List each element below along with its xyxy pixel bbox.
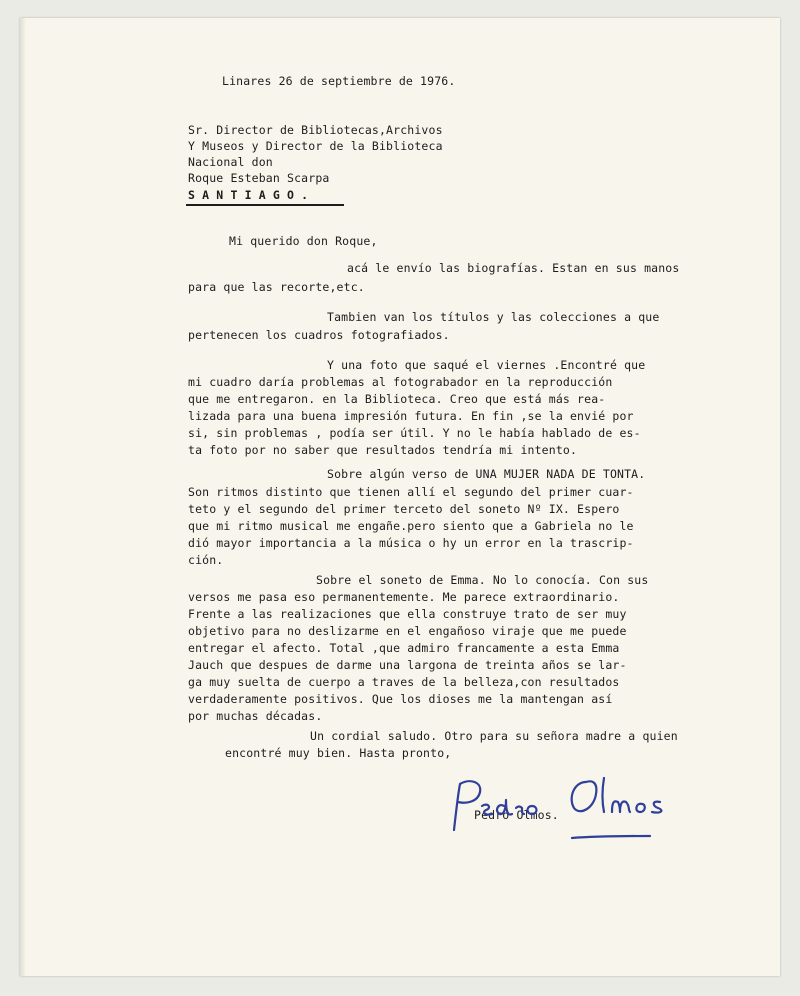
paragraph-line: Frente a las realizaciones que ella construye trato de ser muy (188, 607, 627, 621)
paragraph-line: Tambien van los títulos y las colecciones a que (327, 310, 660, 324)
address-city: S A N T I A G O . (188, 188, 309, 202)
address-line-1: Sr. Director de Bibliotecas,Archivos (188, 123, 443, 137)
paper-edge-shadow (20, 18, 26, 976)
salutation: Mi querido don Roque, (229, 234, 378, 248)
paragraph-line: Son ritmos distinto que tienen allí el segundo del primer cuar- (188, 485, 634, 499)
handwritten-signature (446, 772, 696, 842)
paragraph-line: objetivo para no deslizarme en el engañoso viraje que me puede (188, 624, 627, 638)
address-line-3: Nacional don (188, 155, 273, 169)
date-line: Linares 26 de septiembre de 1976. (222, 74, 456, 88)
paragraph-line: lizada para una buena impresión futura. En fin ,se la envié por (188, 409, 634, 423)
paragraph-line: Un cordial saludo. Otro para su señora madre a quien (310, 729, 678, 743)
paragraph-line: pertenecen los cuadros fotografiados. (188, 328, 450, 342)
paragraph-line: Jauch que despues de darme una largona de treinta años se lar- (188, 658, 627, 672)
paragraph-line: por muchas décadas. (188, 709, 323, 723)
paragraph-line: ga muy suelta de cuerpo a traves de la belleza,con resultados (188, 675, 620, 689)
paragraph-line: teto y el segundo del primer terceto del soneto Nº IX. Espero (188, 502, 620, 516)
paragraph-line: verdaderamente positivos. Que los dioses me la mantengan así (188, 692, 613, 706)
paragraph-line: si, sin problemas , podía ser útil. Y no le había hablado de es- (188, 426, 641, 440)
paragraph-line: Sobre el soneto de Emma. No lo conocía. Con sus (316, 573, 649, 587)
paragraph-line: dió mayor importancia a la música o hy un error en la trascrip- (188, 536, 634, 550)
address-line-2: Y Museos y Director de la Biblioteca (188, 139, 443, 153)
paragraph-line: versos me pasa eso permanentemente. Me parece extraordinario. (188, 590, 620, 604)
paragraph-line: que mi ritmo musical me engañe.pero siento que a Gabriela no le (188, 519, 634, 533)
city-underline (186, 204, 344, 206)
paragraph-line: Y una foto que saqué el viernes .Encontré que (327, 358, 646, 372)
paragraph-line: mi cuadro daría problemas al fotograbador en la reproducción (188, 375, 613, 389)
paragraph-line: ta foto por no saber que resultados tendría mi intento. (188, 443, 578, 457)
address-line-4: Roque Esteban Scarpa (188, 171, 330, 185)
paragraph-line: Sobre algún verso de UNA MUJER NADA DE TONTA. (327, 467, 646, 481)
paragraph-line: encontré muy bien. Hasta pronto, (225, 746, 452, 760)
paragraph-line: ción. (188, 553, 224, 567)
paragraph-line: que me entregaron. en la Biblioteca. Creo que está más rea- (188, 392, 606, 406)
paragraph-line: acá le envío las biografías. Estan en sus manos (347, 261, 680, 275)
paragraph-line: para que las recorte,etc. (188, 280, 365, 294)
typed-signature-name: Pedro Olmos. (474, 808, 559, 822)
paragraph-line: entregar el afecto. Total ,que admiro francamente a esta Emma (188, 641, 620, 655)
